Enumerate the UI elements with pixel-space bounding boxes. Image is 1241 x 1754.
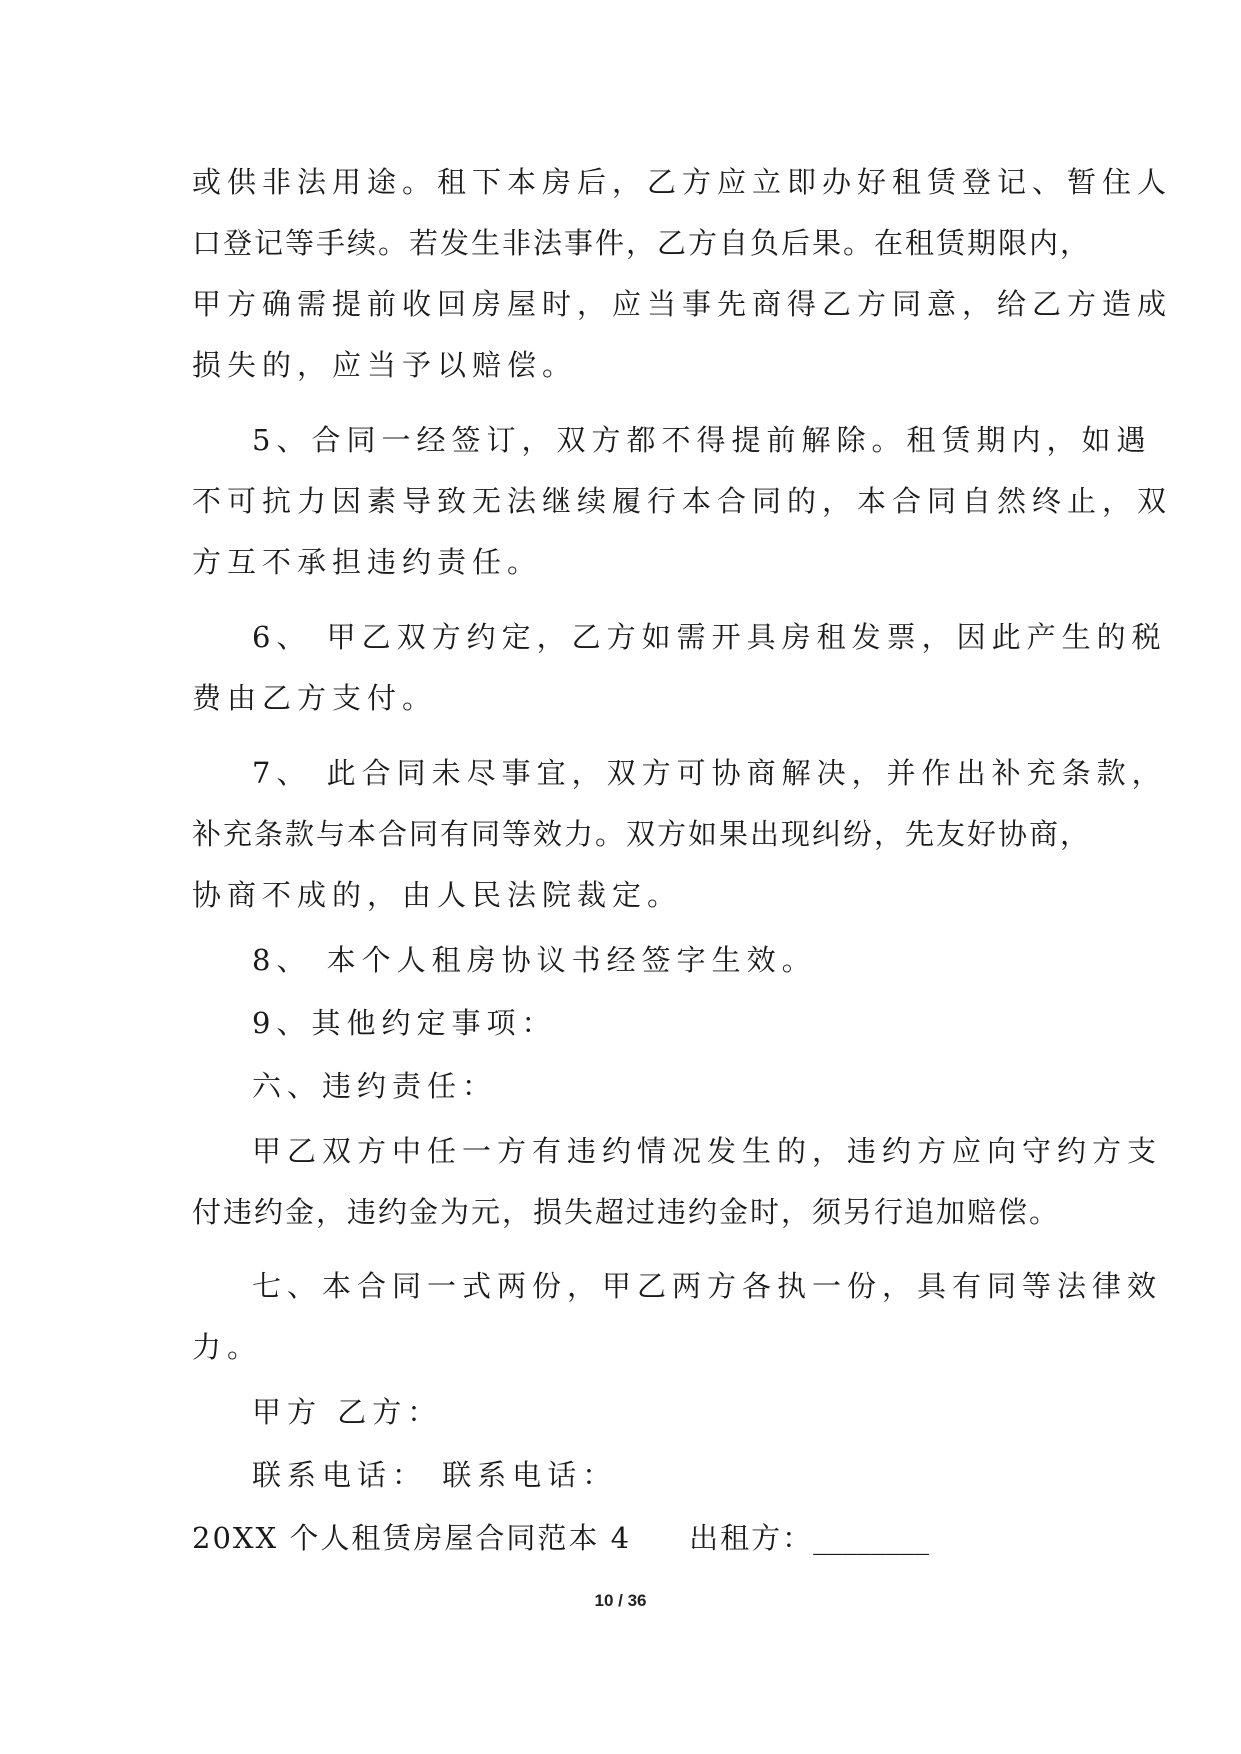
lessor-blank: ________ bbox=[813, 1521, 930, 1555]
text-line: 力。 bbox=[192, 1330, 263, 1364]
next-contract-line bbox=[192, 1518, 929, 1558]
text-line: 或供非法用途。租下本房后，乙方应立即办好租赁登记、暂住人 bbox=[192, 165, 1173, 199]
text-line: 不可抗力因素导致无法继续履行本合同的，本合同自然终止，双 bbox=[192, 484, 1173, 518]
clause-9: 9、其他约定事项： bbox=[252, 1006, 557, 1040]
page-number: 10 / 36 bbox=[594, 1591, 647, 1610]
text-line: 口登记等手续。若发生非法事件，乙方自负后果。在租赁期限内， bbox=[192, 226, 1092, 260]
text-line: 甲方确需提前收回房屋时，应当事先商得乙方同意，给乙方造成 bbox=[192, 287, 1173, 321]
clause-8: 8、 本个人租房协议书经签字生效。 bbox=[252, 943, 817, 977]
section-heading-copies: 七、本合同一式两份，甲乙两方各执一份，具有同等法律效 bbox=[252, 1269, 1163, 1303]
clause-5: 5、合同一经签订，双方都不得提前解除。租赁期内，如遇 bbox=[252, 423, 1152, 457]
text-line: 费由乙方支付。 bbox=[192, 681, 438, 715]
text-line: 付违约金，违约金为元，损失超过违约金时，须另行追加赔偿。 bbox=[192, 1195, 1061, 1229]
clause-6: 6、 甲乙双方约定，乙方如需开具房租发票，因此产生的税 bbox=[252, 620, 1167, 654]
text-line: 方互不承担违约责任。 bbox=[192, 545, 543, 579]
text-line: 甲乙双方中任一方有违约情况发生的，违约方应向守约方支 bbox=[252, 1134, 1163, 1168]
clause-7: 7、 此合同未尽事宜，双方可协商解决，并作出补充条款， bbox=[252, 756, 1167, 790]
section-heading-breach: 六、违约责任： bbox=[252, 1069, 498, 1103]
text-line: 补充条款与本合同有同等效力。双方如果出现纠纷，先友好协商， bbox=[192, 817, 1092, 851]
contact-phones: 联系电话： 联系电话： bbox=[252, 1458, 618, 1492]
text-line: 损失的，应当予以赔偿。 bbox=[192, 348, 578, 382]
signature-parties: 甲方 乙方： bbox=[252, 1395, 443, 1429]
text-line: 协商不成的，由人民法院裁定。 bbox=[192, 878, 683, 912]
contract-title: 20XX 个人租赁房屋合同范本 4 bbox=[192, 1521, 632, 1555]
lessor-label: 出租方： bbox=[689, 1521, 814, 1555]
